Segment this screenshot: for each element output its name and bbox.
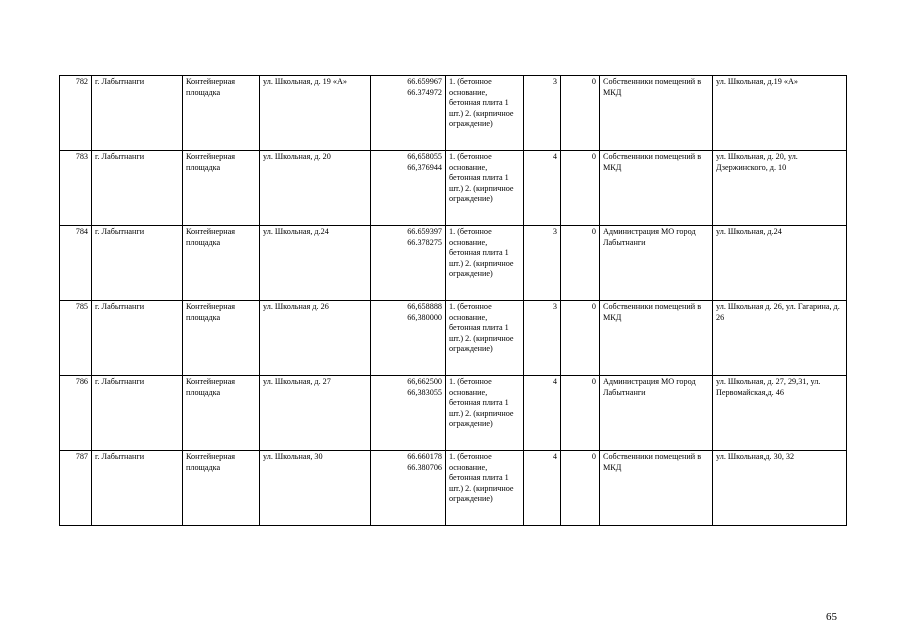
container-sites-table <box>59 75 847 526</box>
container-count-cell: 4 <box>524 151 561 226</box>
table-row <box>60 151 847 226</box>
coordinates-cell: 66.659397 66.378275 <box>371 226 446 301</box>
site-type-cell: Контейнерная площадка <box>183 451 260 526</box>
owner-cell: Администрация МО город Лабытнанги <box>600 376 713 451</box>
base-description-cell: 1. (бетонное основание, бетонная плита 1 шт.) 2. (кирпичное ограждение) <box>446 151 524 226</box>
served-addresses-cell: ул. Школьная, д.24 <box>713 226 847 301</box>
container-count-cell: 3 <box>524 301 561 376</box>
city-cell: г. Лабытнанги <box>92 301 183 376</box>
base-description-cell: 1. (бетонное основание, бетонная плита 1 шт.) 2. (кирпичное ограждение) <box>446 226 524 301</box>
base-description-cell: 1. (бетонное основание, бетонная плита 1 шт.) 2. (кирпичное ограждение) <box>446 451 524 526</box>
address-cell: ул. Школьная, д.24 <box>260 226 371 301</box>
coordinates-cell: 66.660178 66.380706 <box>371 451 446 526</box>
volume-cell: 0 <box>561 76 600 151</box>
city-cell: г. Лабытнанги <box>92 376 183 451</box>
served-addresses-cell: ул. Школьная д. 26, ул. Гагарина, д. 26 <box>713 301 847 376</box>
city-cell: г. Лабытнанги <box>92 451 183 526</box>
city-cell: г. Лабытнанги <box>92 76 183 151</box>
row-number: 785 <box>60 301 92 376</box>
volume-cell: 0 <box>561 301 600 376</box>
site-type-cell: Контейнерная площадка <box>183 151 260 226</box>
container-count-cell: 4 <box>524 376 561 451</box>
volume-cell: 0 <box>561 226 600 301</box>
volume-cell: 0 <box>561 376 600 451</box>
owner-cell: Собственники помещений в МКД <box>600 451 713 526</box>
base-description-cell: 1. (бетонное основание, бетонная плита 1 шт.) 2. (кирпичное ограждение) <box>446 76 524 151</box>
coordinates-cell: 66.659967 66.374972 <box>371 76 446 151</box>
site-type-cell: Контейнерная площадка <box>183 226 260 301</box>
row-number: 786 <box>60 376 92 451</box>
page-number: 65 <box>826 611 837 623</box>
coordinates-cell: 66,658888 66,380000 <box>371 301 446 376</box>
city-cell: г. Лабытнанги <box>92 151 183 226</box>
address-cell: ул. Школьная, 30 <box>260 451 371 526</box>
coordinates-cell: 66,662500 66,383055 <box>371 376 446 451</box>
site-type-cell: Контейнерная площадка <box>183 301 260 376</box>
address-cell: ул. Школьная, д. 19 «А» <box>260 76 371 151</box>
row-number: 782 <box>60 76 92 151</box>
served-addresses-cell: ул. Школьная, д.19 «А» <box>713 76 847 151</box>
served-addresses-cell: ул. Школьная, д. 27, 29,31, ул. Первомайская,д. 46 <box>713 376 847 451</box>
container-count-cell: 3 <box>524 76 561 151</box>
owner-cell: Администрация МО город Лабытнанги <box>600 226 713 301</box>
row-number: 787 <box>60 451 92 526</box>
site-type-cell: Контейнерная площадка <box>183 376 260 451</box>
address-cell: ул. Школьная, д. 20 <box>260 151 371 226</box>
row-number: 783 <box>60 151 92 226</box>
base-description-cell: 1. (бетонное основание, бетонная плита 1 шт.) 2. (кирпичное ограждение) <box>446 301 524 376</box>
owner-cell: Собственники помещений в МКД <box>600 76 713 151</box>
base-description-cell: 1. (бетонное основание, бетонная плита 1 шт.) 2. (кирпичное ограждение) <box>446 376 524 451</box>
container-count-cell: 3 <box>524 226 561 301</box>
served-addresses-cell: ул. Школьная,д. 30, 32 <box>713 451 847 526</box>
address-cell: ул. Школьная д. 26 <box>260 301 371 376</box>
table-row <box>60 76 847 151</box>
address-cell: ул. Школьная, д. 27 <box>260 376 371 451</box>
served-addresses-cell: ул. Школьная, д. 20, ул. Дзержинского, д. 10 <box>713 151 847 226</box>
table-row <box>60 226 847 301</box>
owner-cell: Собственники помещений в МКД <box>600 151 713 226</box>
table-row <box>60 451 847 526</box>
table-row <box>60 301 847 376</box>
table-row <box>60 376 847 451</box>
container-count-cell: 4 <box>524 451 561 526</box>
row-number: 784 <box>60 226 92 301</box>
coordinates-cell: 66,658055 66,376944 <box>371 151 446 226</box>
volume-cell: 0 <box>561 151 600 226</box>
site-type-cell: Контейнерная площадка <box>183 76 260 151</box>
owner-cell: Собственники помещений в МКД <box>600 301 713 376</box>
volume-cell: 0 <box>561 451 600 526</box>
city-cell: г. Лабытнанги <box>92 226 183 301</box>
